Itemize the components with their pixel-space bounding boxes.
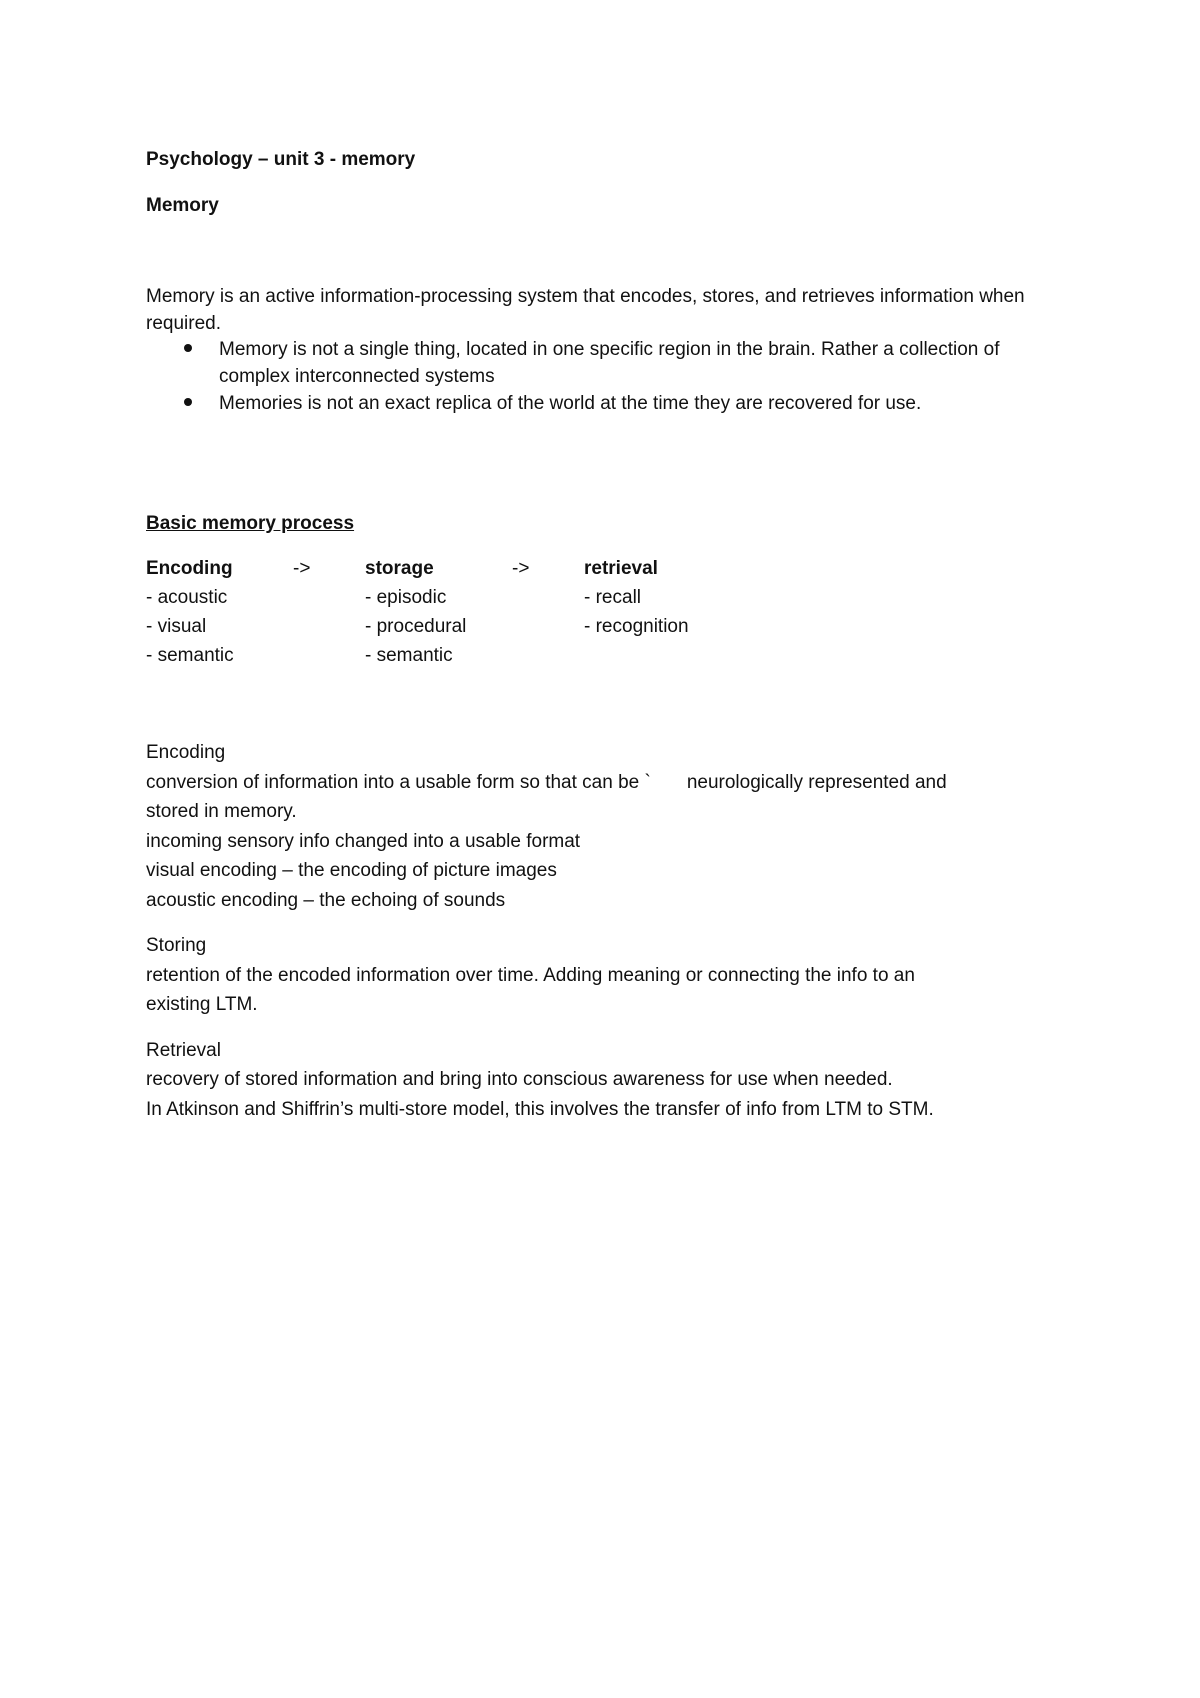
definition-line: retention of the encoded information over time. Adding meaning or connecting the info to an	[146, 964, 915, 986]
retrieval-type: - recall	[584, 587, 642, 608]
definitions-section	[146, 738, 1066, 1140]
storage-type: - procedural	[365, 616, 467, 637]
encoding-type: - acoustic	[146, 587, 228, 608]
definition-line: incoming sensory info changed into a usable format	[146, 830, 581, 852]
encoding-type: - visual	[146, 616, 207, 637]
table-row	[146, 641, 784, 670]
definition-line: recovery of stored information and bring into conscious awareness for use when needed.	[146, 1069, 893, 1090]
section-heading-memory: Memory	[146, 195, 219, 216]
section-heading-basic-memory-process: Basic memory process	[146, 513, 355, 534]
list-item	[146, 336, 1066, 390]
bullet-icon	[184, 398, 192, 406]
bullet-text: Memories is not an exact replica of the world at the time they are recovered for use.	[219, 393, 922, 414]
definition-line	[146, 768, 1066, 798]
arrow-icon: ->	[293, 558, 311, 579]
header-retrieval: retrieval	[584, 558, 658, 579]
definition-retrieval	[146, 1036, 1066, 1125]
encoding-type: - semantic	[146, 645, 234, 666]
definition-heading: Encoding	[146, 742, 226, 763]
definition-encoding	[146, 738, 1066, 915]
table-row	[146, 583, 784, 612]
bullet-text: Memory is not a single thing, located in one specific region in the brain. Rather a collection of complex interconnected systems	[219, 339, 1000, 387]
header-storage: storage	[365, 558, 434, 579]
table-row	[146, 612, 784, 641]
bullet-list	[146, 336, 1066, 417]
definition-heading: Retrieval	[146, 1039, 221, 1061]
definition-heading: Storing	[146, 935, 207, 956]
definition-storing	[146, 931, 1066, 1020]
list-item	[146, 390, 1066, 417]
memory-process-table	[146, 554, 784, 670]
header-encoding: Encoding	[146, 558, 233, 579]
intro-paragraph: Memory is an active information-processing system that encodes, stores, and retrieves information when required.	[146, 286, 1025, 334]
definition-line: stored in memory.	[146, 801, 297, 822]
arrow-icon: ->	[512, 558, 530, 579]
process-header-row	[146, 554, 784, 583]
definition-line: In Atkinson and Shiffrin’s multi-store model, this involves the transfer of info from LTM to STM.	[146, 1098, 934, 1120]
bullet-icon	[184, 344, 192, 352]
definition-line: existing LTM.	[146, 994, 258, 1015]
storage-type: - semantic	[365, 645, 453, 666]
definition-line: visual encoding – the encoding of picture images	[146, 860, 557, 881]
definition-text: conversion of information into a usable form so that can be `	[146, 771, 651, 793]
retrieval-type: - recognition	[584, 616, 689, 637]
definition-line: acoustic encoding – the echoing of sounds	[146, 889, 506, 911]
storage-type: - episodic	[365, 587, 447, 608]
document-title: Psychology – unit 3 - memory	[146, 149, 416, 170]
definition-text: neurologically represented and	[686, 771, 947, 793]
